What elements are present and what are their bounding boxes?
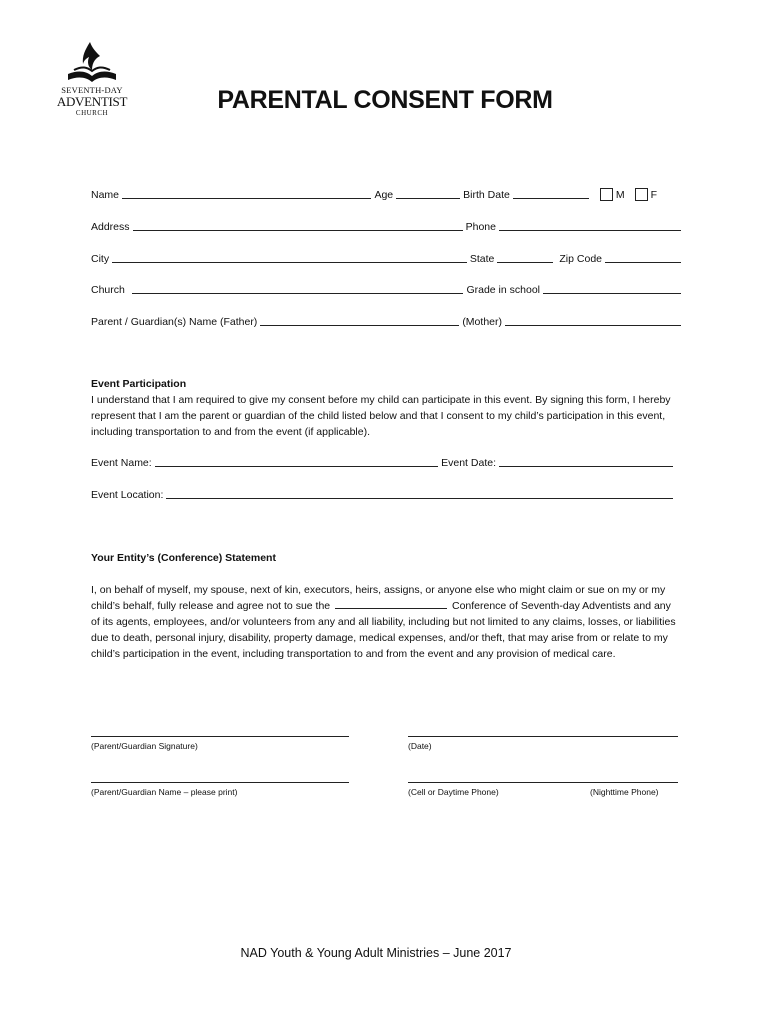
phone-field[interactable] <box>499 220 681 231</box>
row-address <box>91 217 681 233</box>
address-field[interactable] <box>133 220 463 231</box>
state-label: State <box>469 253 495 265</box>
date-line[interactable] <box>408 735 678 737</box>
birth-date-field[interactable] <box>513 188 589 199</box>
zip-label: Zip Code <box>559 253 602 265</box>
row-city <box>91 249 681 265</box>
grade-field[interactable] <box>543 283 681 294</box>
logo-line-1: SEVENTH-DAY <box>61 85 123 95</box>
name-field[interactable] <box>122 188 371 199</box>
event-heading: Event Participation <box>91 378 187 390</box>
page-title: PARENTAL CONSENT FORM <box>217 86 553 114</box>
event-location-field[interactable] <box>166 488 673 499</box>
state-field[interactable] <box>497 252 553 263</box>
address-label: Address <box>91 221 130 233</box>
print-name-line[interactable] <box>91 781 349 783</box>
statement-text-1: I, on behalf of myself, my spouse, next of kin, executors, heirs, assigns, or anyone else who might claim or sue on my or my child’s behalf, fully release and agree not to sue the <box>91 584 666 612</box>
logo-line-3: CHURCH <box>75 109 109 117</box>
row-name <box>91 185 681 201</box>
birth-date-label: Birth Date <box>463 189 510 201</box>
statement-body <box>91 582 677 662</box>
signature-line[interactable] <box>91 735 349 737</box>
male-label: M <box>615 189 625 201</box>
event-name-field[interactable] <box>155 456 438 467</box>
event-location-label: Event Location: <box>91 489 164 501</box>
zip-field[interactable] <box>605 252 681 263</box>
footer-text: NAD Youth & Young Adult Ministries – June 2017 <box>240 946 512 960</box>
event-date-field[interactable] <box>499 456 673 467</box>
mother-label: (Mother) <box>462 316 502 328</box>
event-name-label: Event Name: <box>91 457 152 469</box>
city-field[interactable] <box>112 252 467 263</box>
city-label: City <box>91 253 110 265</box>
logo-line-2: ADVENTIST <box>56 94 128 109</box>
print-name-label: (Parent/Guardian Name – please print) <box>91 787 238 797</box>
name-label: Name <box>91 189 120 201</box>
conference-name-field[interactable] <box>335 598 447 609</box>
age-label: Age <box>374 189 394 201</box>
flame-book-icon <box>52 40 132 86</box>
row-event-name <box>91 453 681 469</box>
statement-text-2: Conference of Seventh-day Adventists and any of its agents, employees, and/or volunteers from any and all liability, including but not limited to any claims, losses, or liabilities due to death, personal injury, disability, property damage, medical expenses, and/or theft, that may arise from or relate to my child’s participation in the event, including transportation to and from the event and any provision of medical care. <box>91 600 676 660</box>
event-body: I understand that I am required to give my consent before my child can participate in this event. By signing this form, I hereby represent that I am the parent or guardian of the child listed below and that I consent to my child’s participation in this event, including transportation to and from the event (if applicable). <box>91 394 671 438</box>
female-checkbox[interactable] <box>635 188 648 201</box>
mother-field[interactable] <box>505 315 681 326</box>
date-label: (Date) <box>408 741 432 751</box>
event-date-label: Event Date: <box>441 457 496 469</box>
phone-label: Phone <box>465 221 496 233</box>
father-field[interactable] <box>260 315 459 326</box>
signature-label: (Parent/Guardian Signature) <box>91 741 198 751</box>
male-checkbox[interactable] <box>600 188 613 201</box>
age-field[interactable] <box>396 188 460 199</box>
father-label: Parent / Guardian(s) Name (Father) <box>91 316 258 328</box>
church-field[interactable] <box>132 283 464 294</box>
cell-phone-label: (Cell or Daytime Phone) <box>408 787 499 797</box>
church-label: Church <box>91 284 125 296</box>
grade-label: Grade in school <box>466 284 540 296</box>
phone-line[interactable] <box>408 781 678 783</box>
row-guardian <box>91 312 681 328</box>
row-event-location <box>91 485 681 501</box>
night-phone-label: (Nighttime Phone) <box>590 787 659 797</box>
row-church <box>91 280 681 296</box>
statement-heading: Your Entity’s (Conference) Statement <box>91 552 276 564</box>
female-label: F <box>650 189 657 201</box>
